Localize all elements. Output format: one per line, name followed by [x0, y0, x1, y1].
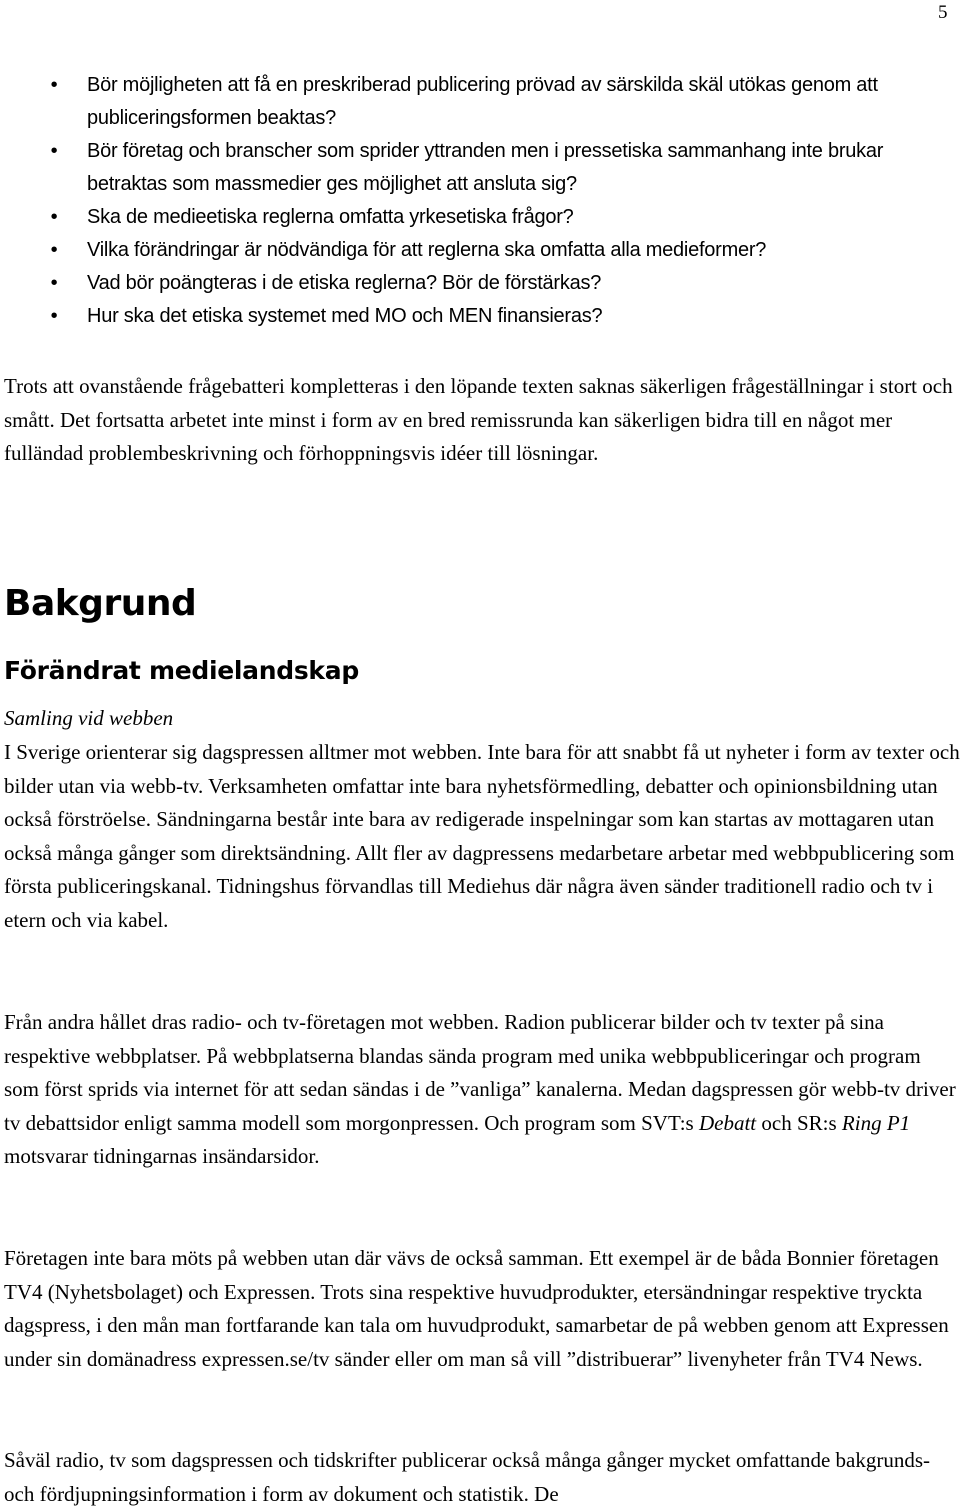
page-number: 5	[938, 2, 948, 23]
paragraph-2-text: motsvarar tidningarnas insändarsidor.	[4, 1144, 320, 1169]
bullet-icon: •	[50, 74, 58, 96]
list-item-text: Vad bör poängteras i de etiska reglerna? Bör de förstärkas?	[87, 272, 602, 294]
list-item	[0, 234, 960, 267]
bullet-icon: •	[50, 239, 58, 261]
list-item	[0, 267, 960, 300]
bullet-icon: •	[50, 140, 58, 162]
list-item-text: Vilka förändringar är nödvändiga för att reglerna ska omfatta alla medieformer?	[87, 239, 767, 261]
list-item-text: Hur ska det etiska systemet med MO och MEN finansieras?	[87, 305, 603, 327]
list-item-text: Bör möjligheten att få en preskriberad publicering prövad av särskilda skäl utökas genom att publiceringsformen beaktas?	[87, 74, 878, 129]
intro-paragraph-block	[4, 370, 960, 471]
subheading-samling: Samling vid webben	[4, 706, 174, 730]
program-title-ring-p1: Ring P1	[841, 1110, 911, 1135]
list-item	[0, 69, 960, 135]
paragraph-1: I Sverige orienterar sig dagspressen alltmer mot webben. Inte bara för att snabbt få ut nyheter i form av texter och bilder utan via webb-tv. Verksamheten omfattar inte bara nyhetsförmedling, debatter och opinionsbildning utan också förströelse. Sändningarna består inte bara av redigerade inspelningar som kan startas av mottagaren utan också många gånger som direktsändning. Allt fler av dagpressens medarbetare arbetar med webbpublicering som första publiceringskanal. Tidningshus förvandlas till Mediehus där några även sänder traditionell radio och tv i etern och via kabel.	[4, 740, 960, 932]
paragraph-3-block	[4, 1242, 960, 1376]
paragraph-2-text: och SR:s	[756, 1110, 842, 1135]
bullet-icon: •	[50, 305, 58, 327]
list-item-text: Ska de medieetiska reglerna omfatta yrkesetiska frågor?	[87, 206, 574, 228]
question-list	[0, 69, 960, 333]
paragraph-1-block	[4, 736, 960, 938]
paragraph-3: Företagen inte bara möts på webben utan där vävs de också samman. Ett exempel är de båda Bonnier företagen TV4 (Nyhetsbolaget) och Expressen. Trots sina respektive huvudprodukter, etersändningar respektive tryckta dagspress, i den mån man fortfarande kan tala om huvudprodukt, samarbetar de på webben genom att Expressen under sin domänadress expressen.se/tv sänder eller om man så vill ”distribuerar” livenyheter från TV4 News.	[4, 1246, 949, 1371]
paragraph-4-block	[4, 1444, 960, 1511]
list-item	[0, 135, 960, 201]
program-title-debatt: Debatt	[698, 1110, 757, 1135]
heading-bakgrund: Bakgrund	[4, 583, 197, 624]
list-item-text: Bör företag och branscher som sprider yttranden men i pressetiska sammanhang inte brukar betraktas som massmedier ges möjlighet att ansluta sig?	[87, 140, 884, 195]
heading-medielandskap: Förändrat medielandskap	[4, 656, 359, 685]
paragraph-2-text: Från andra hållet dras radio- och tv-företagen mot webben. Radion publicerar bilder och tv texter på sina respektive webbplatser. På webbplatserna blandas sända program med unika webbpubliceringar och program som först sprids via internet för att sedan sändas i de ”vanliga” kanalerna. Medan dagspressen gör webb-tv driver tv debattsidor enligt samma modell som morgonpressen. Och program som SVT:s	[4, 1010, 956, 1135]
list-item	[0, 300, 960, 333]
paragraph-2	[4, 1006, 960, 1174]
bullet-icon: •	[50, 206, 58, 228]
intro-paragraph: Trots att ovanstående frågebatteri kompletteras i den löpande texten saknas säkerligen frågeställningar i stort och smått. Det fortsatta arbetet inte minst i form av en bred remissrunda kan säkerligen bidra till en något mer fulländad problembeskrivning och förhoppningsvis idéer till lösningar.	[4, 374, 953, 466]
paragraph-4: Såväl radio, tv som dagspressen och tidskrifter publicerar också många gånger mycket omfattande bakgrunds- och fördjupningsinformation i form av dokument och statistik. De	[4, 1448, 931, 1506]
list-item	[0, 201, 960, 234]
bullet-icon: •	[50, 272, 58, 294]
paragraph-2-block	[4, 1006, 960, 1174]
